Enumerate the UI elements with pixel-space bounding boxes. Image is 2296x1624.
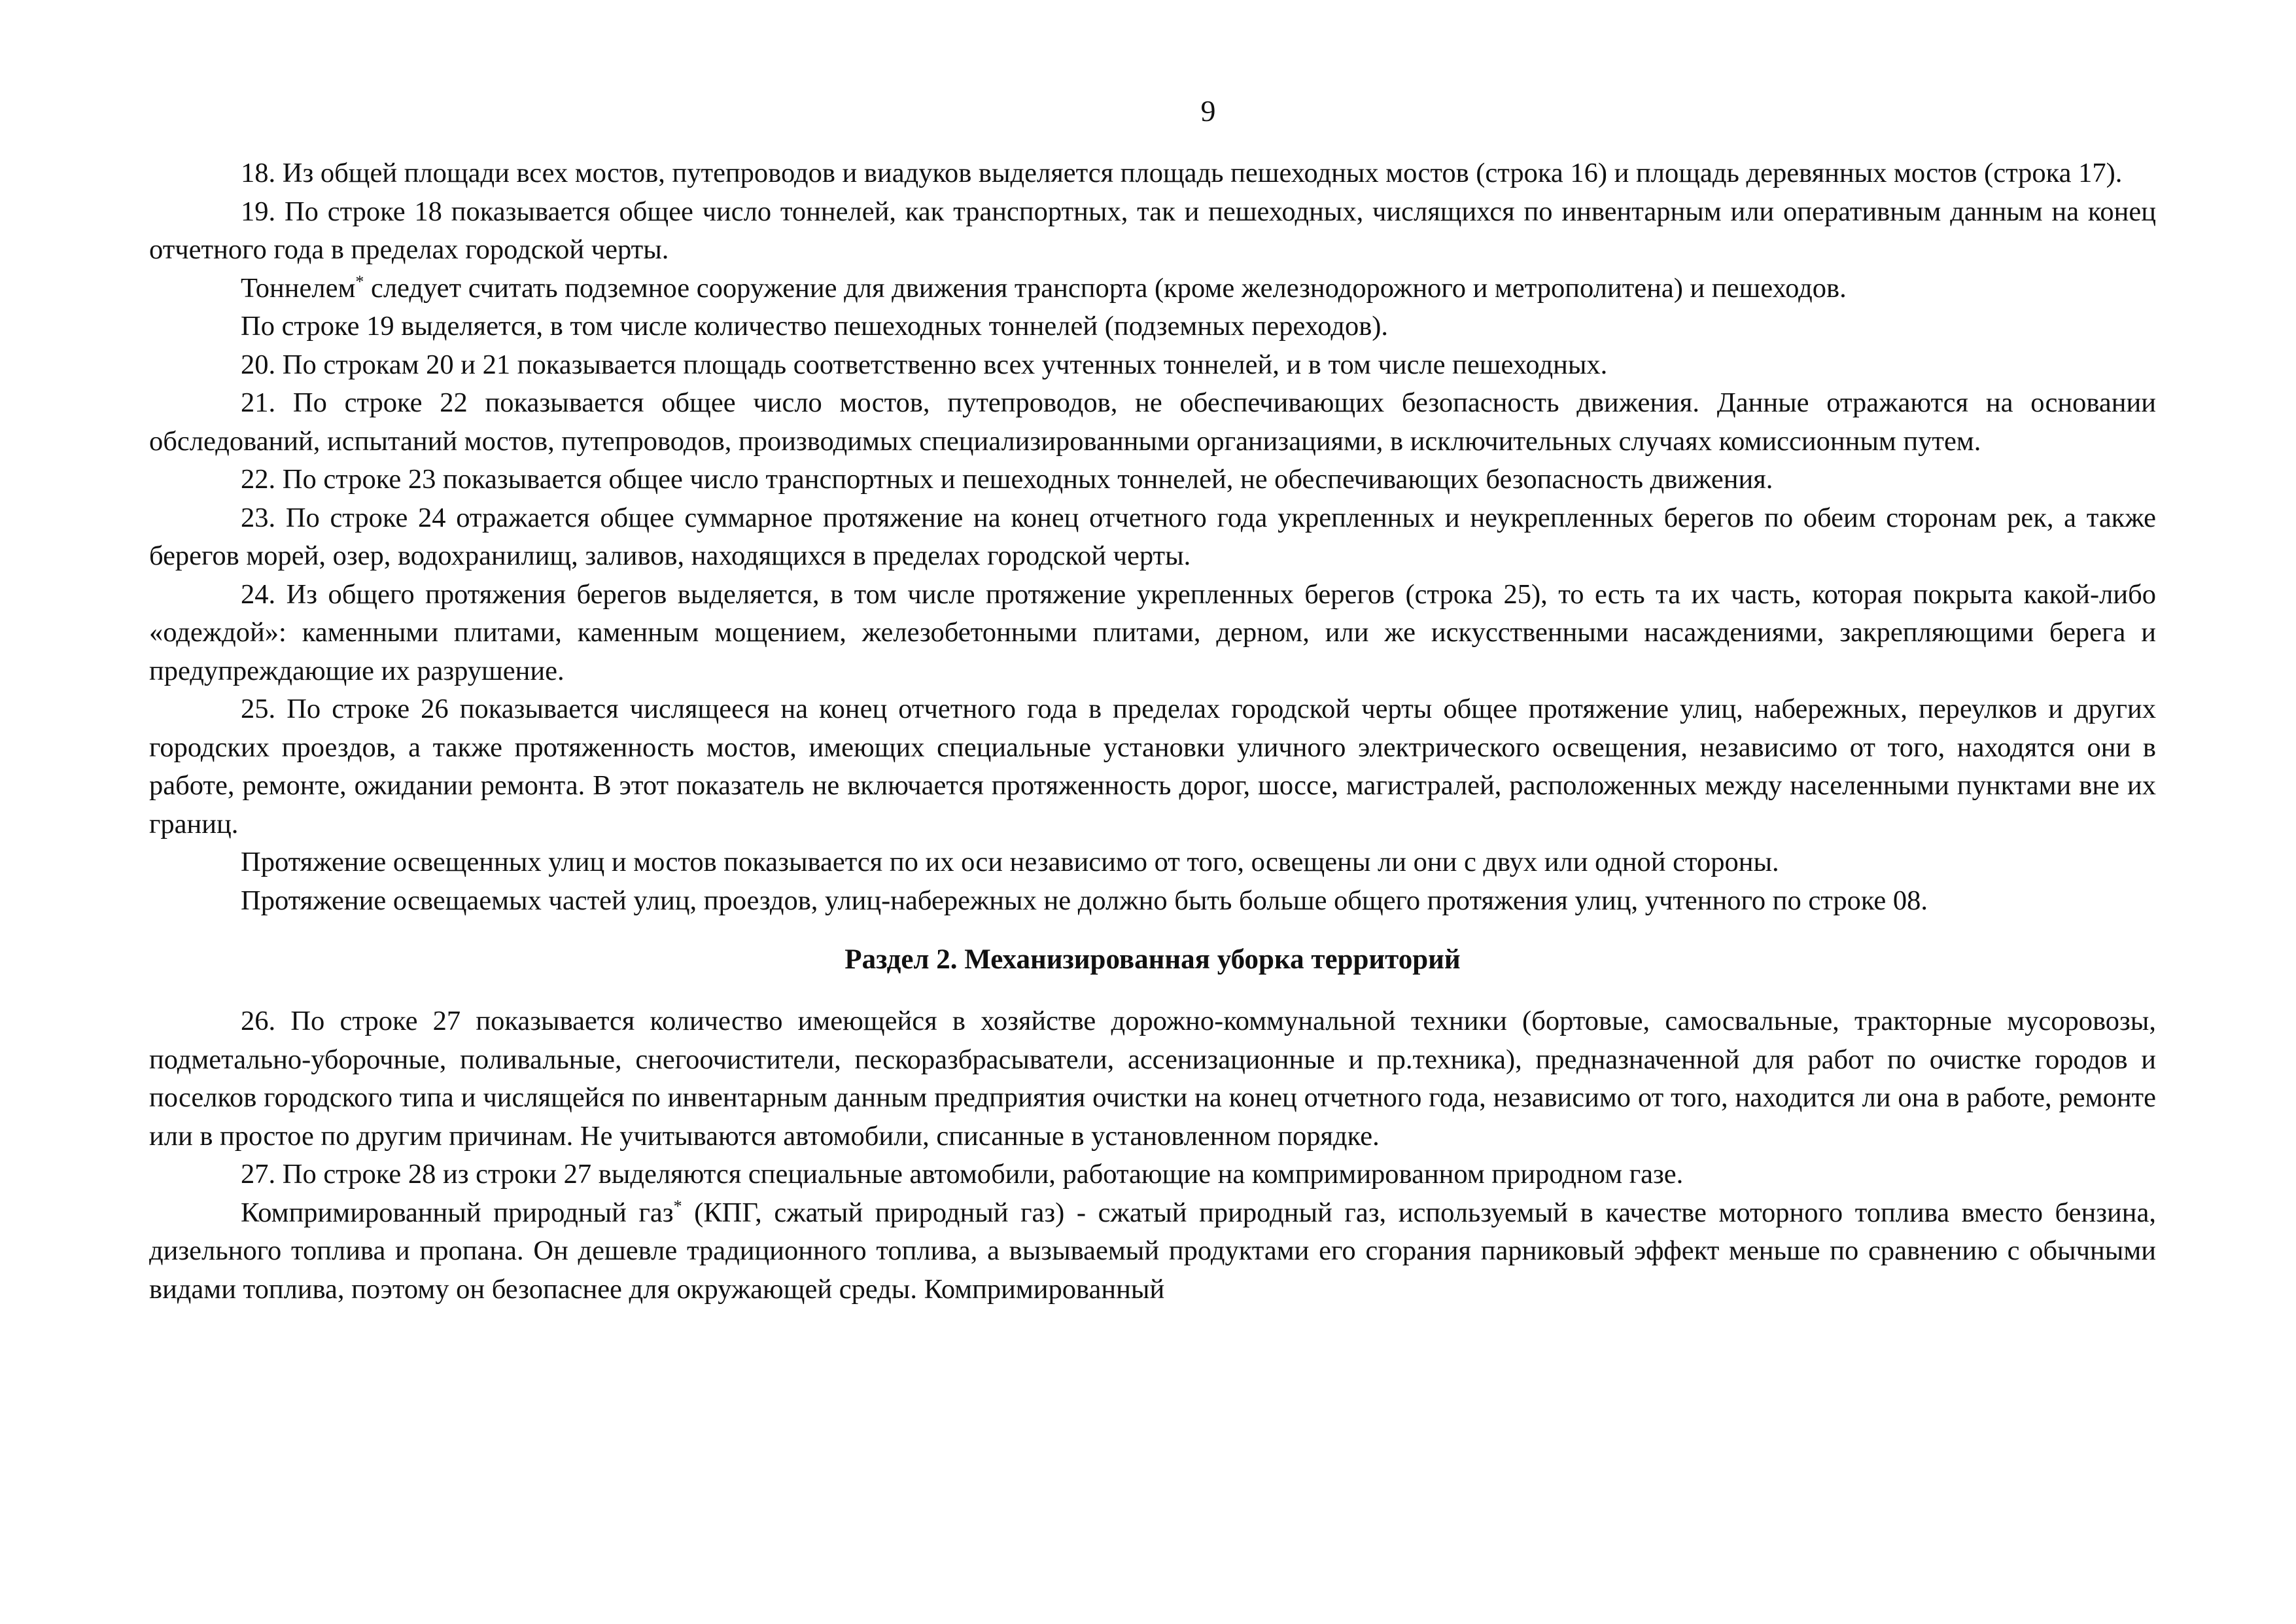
document-page <box>149 92 2156 1309</box>
tunnel-definition-text: следует считать подземное сооружение для движения транспорта (кроме железнодорожного и метрополитена) и пешеходов. <box>364 272 1847 304</box>
section-heading: Раздел 2. Механизированная уборка территорий <box>844 944 1461 975</box>
paragraph-19: 19. По строке 18 показывается общее число тоннелей, как транспортных, так и пешеходных, числящихся по инвентарным или оперативным данным на конец отчетного года в пределах городской черты. <box>149 196 2156 265</box>
paragraph-tunnel-definition <box>149 270 2156 308</box>
tunnel-term: Тоннелем <box>241 272 356 304</box>
paragraph-20: 20. По строкам 20 и 21 показывается площадь соответственно всех учтенных тоннелей, и в том числе пешеходных. <box>241 349 1608 380</box>
page-number: 9 <box>1200 94 1216 128</box>
cng-term: Компримированный природный газ <box>241 1197 674 1228</box>
paragraph-line-19: По строке 19 выделяется, в том числе количество пешеходных тоннелей (подземных переходов). <box>241 311 1389 342</box>
paragraph-26: 26. По строке 27 показывается количество имеющейся в хозяйстве дорожно-коммунальной техники (бортовые, самосвальные, тракторные мусоровозы, подметально-уборочные, поливальные, снегоочистители, пескоразбрасыватели, ассенизационные и пр.техника), предназначенной для работ по очистке городов и поселков городского типа и числящейся по инвентарным данным предприятия очистки на конец отчетного года, независимо от того, находится ли она в работе, ремонте или в простое по другим причинам. Не учитываются автомобили, списанные в установленном порядке. <box>149 1006 2156 1152</box>
paragraph-21: 21. По строке 22 показывается общее число мостов, путепроводов, не обеспечивающих безопасность движения. Данные отражаются на основании обследований, испытаний мостов, путепроводов, производимых специализированными организациями, в исключительных случаях комиссионным путем. <box>149 387 2156 457</box>
paragraph-cng-definition <box>149 1194 2156 1309</box>
section-2-body <box>149 1002 2156 1309</box>
paragraph-24: 24. Из общего протяжения берегов выделяется, в том числе протяжение укрепленных берегов (строка 25), то есть та их часть, которая покрыта какой-либо «одеждой»: каменными плитами, каменным мощением, железобетонными плитами, дерном, или же искусственными насаждениями, закрепляющими берега и предупреждающие их разрушение. <box>149 578 2156 686</box>
paragraph-25: 25. По строке 26 показывается числящееся на конец отчетного года в пределах городской черты общее протяжение улиц, набережных, переулков и других городских проездов, а также протяженность мостов, имеющих специальные установки уличного электрического освещения, независимо от того, находятся они в работе, ремонте, ожидании ремонта. В этот показатель не включается протяженность дорог, шоссе, магистралей, расположенных между населенными пунктами вне их границ. <box>149 694 2156 839</box>
section-1-body <box>149 154 2156 920</box>
footnote-mark: * <box>673 1196 682 1216</box>
paragraph-lit-streets: Протяжение освещенных улиц и мостов показывается по их оси независимо от того, освещены ли они с двух или одной стороны. <box>241 847 1779 877</box>
paragraph-23: 23. По строке 24 отражается общее суммарное протяжение на конец отчетного года укрепленных и неукрепленных берегов по обеим сторонам рек, а также берегов морей, озер, водохранилищ, заливов, находящихся в пределах городской черты. <box>149 502 2156 571</box>
paragraph-lit-parts: Протяжение освещаемых частей улиц, проездов, улиц-набережных не должно быть больше общего протяжения улиц, учтенного по строке 08. <box>241 885 1928 916</box>
footnote-mark: * <box>355 272 364 291</box>
paragraph-27: 27. По строке 28 из строки 27 выделяются специальные автомобили, работающие на компримированном природном газе. <box>241 1159 1684 1190</box>
cng-definition-text: (КПГ, сжатый природный газ) - сжатый природный газ, используемый в качестве моторного топлива вместо бензина, дизельного топлива и пропана. Он дешевле традиционного топлива, а вызываемый продуктами его сгорания парниковый эффект меньше по сравнению с обычными видами топлива, поэтому он безопаснее для окружающей среды. Компримированный <box>149 1197 2156 1305</box>
paragraph-18: 18. Из общей площади всех мостов, путепроводов и виадуков выделяется площадь пешеходных мостов (строка 16) и площадь деревянных мостов (строка 17). <box>241 158 2123 188</box>
paragraph-22: 22. По строке 23 показывается общее число транспортных и пешеходных тоннелей, не обеспечивающих безопасность движения. <box>241 464 1773 495</box>
